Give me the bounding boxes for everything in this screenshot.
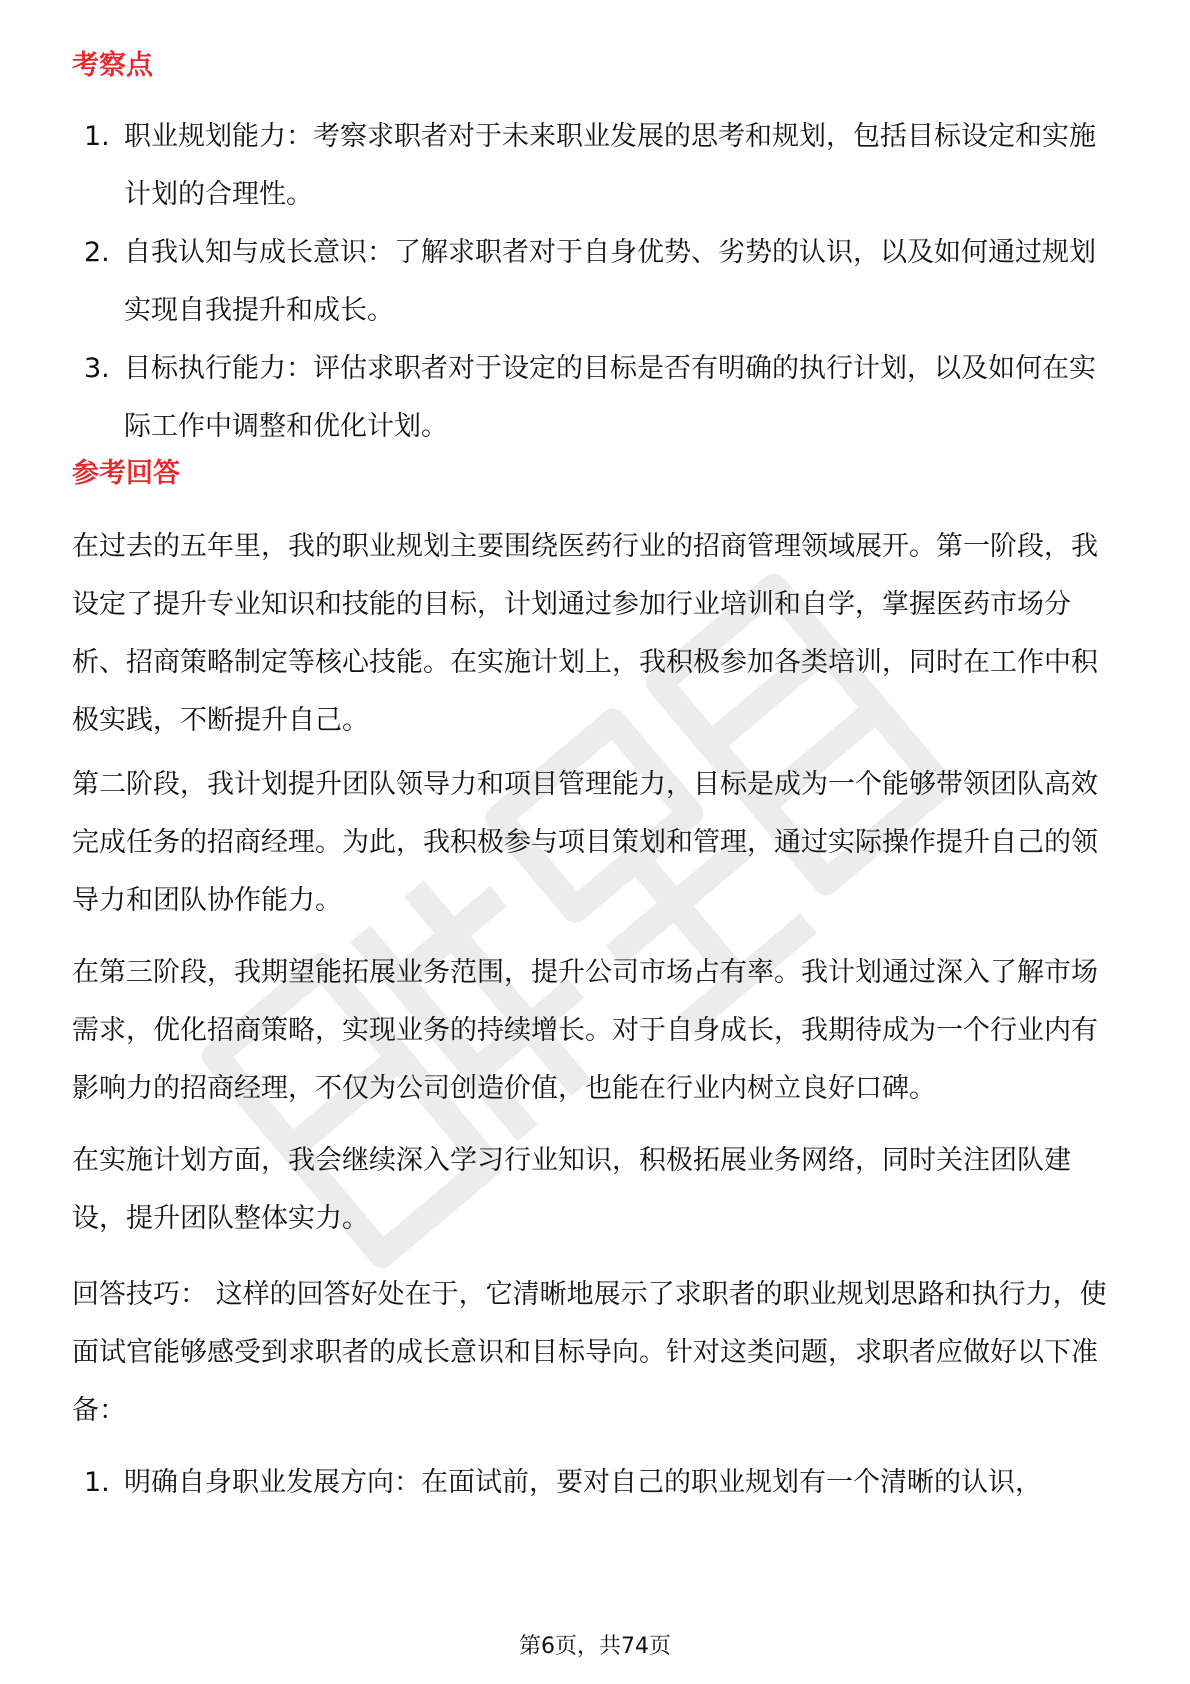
section-heading-exam-points: 考察点	[72, 50, 153, 81]
list-number: 1.	[84, 121, 110, 152]
answer-tips-paragraph: 回答技巧： 这样的回答好处在于，它清晰地展示了求职者的职业规划思路和执行力，使面试官能够感受到求职者的成长意识和目标导向。针对这类问题，求职者应做好以下准备：	[72, 1279, 1107, 1426]
preparation-list	[72, 1454, 1118, 1512]
list-item-text: 职业规划能力：考察求职者对于未来职业发展的思考和规划，包括目标设定和实施计划的合理性。	[124, 121, 1096, 210]
list-item-text: 自我认知与成长意识：了解求职者对于自身优势、劣势的认识，以及如何通过规划实现自我提升和成长。	[124, 237, 1096, 326]
list-item	[72, 1454, 1118, 1512]
list-item-text: 明确自身职业发展方向：在面试前，要对自己的职业规划有一个清晰的认识，	[124, 1467, 1042, 1498]
page-number: 第6页，共74页	[519, 1634, 671, 1659]
list-item	[72, 108, 1118, 224]
answer-paragraph-4: 在实施计划方面，我会继续深入学习行业知识，积极拓展业务网络，同时关注团队建设，提升团队整体实力。	[72, 1145, 1071, 1234]
list-item	[72, 340, 1118, 456]
list-item	[72, 224, 1118, 340]
list-number: 2.	[84, 237, 110, 268]
answer-paragraph-1: 在过去的五年里，我的职业规划主要围绕医药行业的招商管理领域展开。第一阶段，我设定了提升专业知识和技能的目标，计划通过参加行业培训和自学，掌握医药市场分析、招商策略制定等核心技能。在实施计划上，我积极参加各类培训，同时在工作中积极实践，不断提升自己。	[72, 531, 1098, 736]
answer-paragraph-2: 第二阶段，我计划提升团队领导力和项目管理能力，目标是成为一个能够带领团队高效完成任务的招商经理。为此，我积极参与项目策划和管理，通过实际操作提升自己的领导力和团队协作能力。	[72, 769, 1098, 916]
exam-points-list	[72, 108, 1118, 456]
list-number: 3.	[84, 353, 110, 384]
answer-paragraph-3: 在第三阶段，我期望能拓展业务范围，提升公司市场占有率。我计划通过深入了解市场需求，优化招商策略，实现业务的持续增长。对于自身成长，我期待成为一个行业内有影响力的招商经理，不仅为公司创造价值，也能在行业内树立良好口碑。	[72, 957, 1098, 1104]
list-number: 1.	[84, 1467, 110, 1498]
section-heading-reference-answer: 参考回答	[72, 458, 180, 489]
list-item-text: 目标执行能力：评估求职者对于设定的目标是否有明确的执行计划，以及如何在实际工作中调整和优化计划。	[124, 353, 1096, 442]
